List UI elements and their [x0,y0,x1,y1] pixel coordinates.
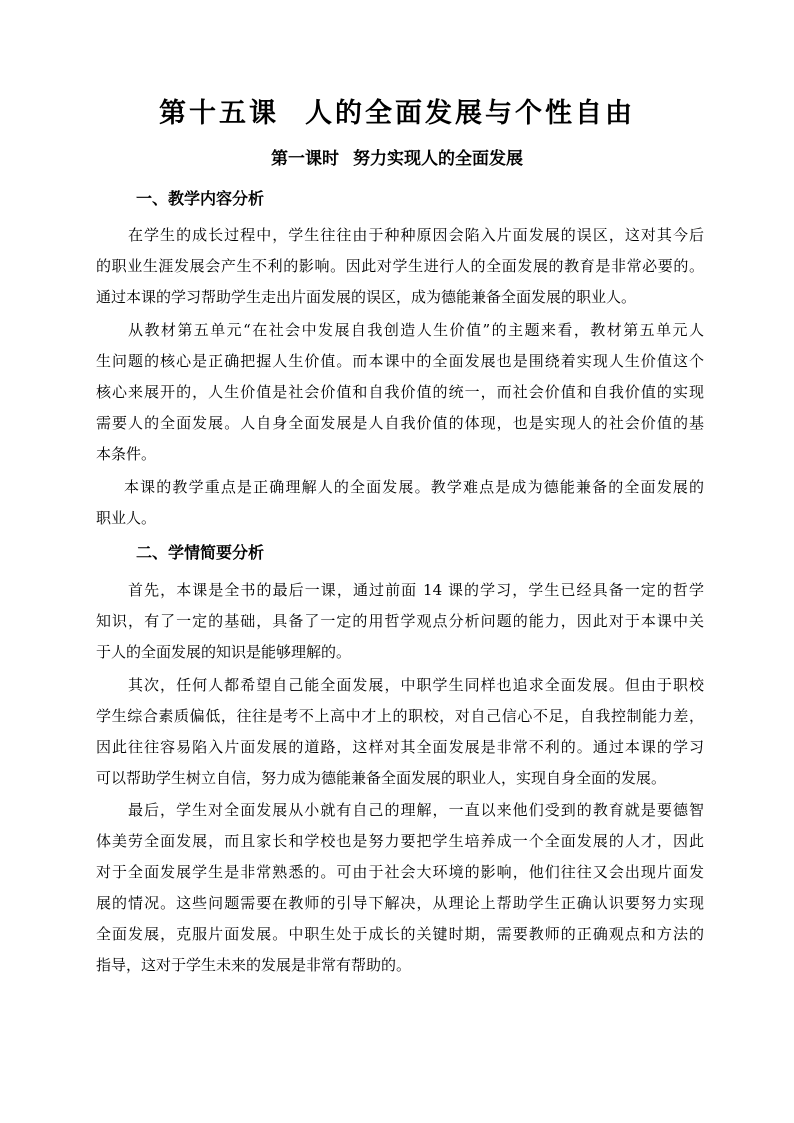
paragraph-line: 因此往往容易陷入片面发展的道路，这样对其全面发展是非常不利的。通过本课的学习 [96,738,704,756]
paragraph-line: 核心来展开的，人生价值是社会价值和自我价值的统一，而社会价值和自我价值的实现 [96,383,704,401]
paragraph [96,220,704,313]
paragraph-line: 可以帮助学生树立自信，努力成为德能兼备全面发展的职业人，实现自身全面的发展。 [96,769,667,787]
paragraph-line: 生问题的核心是正确把握人生价值。而本课中的全面发展也是围绕着实现人生价值这个 [96,352,704,370]
paragraph-line: 从教材第五单元“在社会中发展自我创造人生价值”的主题来看，教材第五单元人 [128,321,704,339]
paragraph-line: 学生综合素质偏低，往往是考不上高中才上的职校，对自己信心不足，自我控制能力差， [96,707,704,725]
paragraph-line: 本课的教学重点是正确理解人的全面发展。教学难点是成为德能兼备的全面发展的 [124,478,704,496]
paragraph-line: 展的情况。这些问题需要在教师的引导下解决，从理论上帮助学生正确认识要努力实现 [96,894,704,912]
paragraph-line: 的职业生涯发展会产生不利的影响。因此对学生进行人的全面发展的教育是非常必要的。 [96,257,704,275]
paragraph-line: 本条件。 [96,445,157,463]
paragraph [96,472,704,534]
paragraph [96,315,704,470]
lesson-number: 第十五课 [159,98,279,129]
paragraph-line: 职业人。 [96,509,157,527]
paragraph [96,670,704,794]
paragraph-line: 需要人的全面发展。人自身全面发展是人自我价值的体现，也是实现人的社会价值的基 [96,414,704,432]
section-heading-content-analysis: 一、教学内容分析 [136,189,265,208]
session-number: 第一课时 [271,149,339,169]
paragraph-line: 对于全面发展学生是非常熟悉的。可由于社会大环境的影响，他们往往又会出现片面发 [96,863,704,881]
paragraph-line: 指导，这对于学生未来的发展是非常有帮助的。 [96,956,412,974]
paragraph [96,795,704,981]
paragraph-line: 其次，任何人都希望自己能全面发展，中职学生同样也追求全面发展。但由于职校 [128,676,704,694]
paragraph [96,575,704,668]
paragraph-line: 通过本课的学习帮助学生走出片面发展的误区，成为德能兼备全面发展的职业人。 [96,288,637,306]
lesson-title [0,92,794,136]
paragraph-line: 在学生的成长过程中，学生往往由于种种原因会陷入片面发展的误区，这对其今后 [128,226,704,244]
session-subtitle [0,146,794,172]
paragraph-line: 于人的全面发展的知识是能够理解的。 [96,643,352,661]
paragraph-line: 首先，本课是全书的最后一课，通过前面 14 课的学习，学生已经具备一定的哲学 [128,581,704,599]
paragraph-line: 最后，学生对全面发展从小就有自己的理解，一直以来他们受到的教育就是要德智 [128,801,704,819]
section-heading-student-analysis: 二、学情简要分析 [136,543,265,562]
paragraph-line: 知识，有了一定的基础，具备了一定的用哲学观点分析问题的能力，因此对于本课中关 [96,612,704,630]
paragraph-line: 全面发展，克服片面发展。中职生处于成长的关键时期，需要教师的正确观点和方法的 [96,925,704,943]
paragraph-line: 体美劳全面发展，而且家长和学校也是努力要把学生培养成一个全面发展的人才，因此 [96,832,704,850]
lesson-name: 人的全面发展与个性自由 [305,98,635,129]
session-name: 努力实现人的全面发展 [353,149,523,169]
